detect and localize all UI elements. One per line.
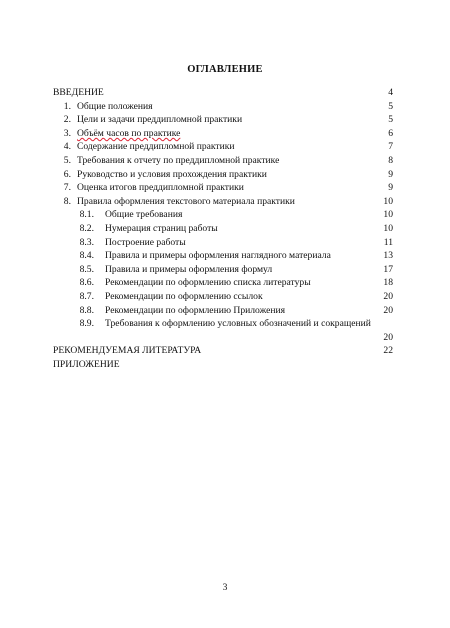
toc-entry-title: Общие положения	[77, 100, 153, 112]
toc-entry[interactable]	[53, 358, 393, 372]
toc-entry-title: Требования к отчету по преддипломной практике	[77, 154, 280, 166]
toc-entry-title: Содержание преддипломной практики	[77, 141, 235, 153]
toc-entry-number: 8.2.	[79, 222, 94, 234]
toc-entry-page: 10	[383, 195, 393, 207]
toc-entry-number: 7.	[63, 182, 71, 194]
toc-entry-title: Объём часов по практике	[77, 127, 181, 139]
toc-subentry[interactable]	[53, 276, 393, 290]
toc-entry-title: Цели и задачи преддипломной практики	[77, 114, 243, 126]
toc-entry-number: 5.	[63, 154, 71, 166]
toc-entry-title: Руководство и условия прохождения практики	[77, 168, 267, 180]
toc-entry-number: 3.	[63, 127, 71, 139]
toc-subentry[interactable]	[53, 317, 393, 344]
toc-subentry[interactable]	[53, 222, 393, 236]
toc-entry-title: РЕКОМЕНДУЕМАЯ ЛИТЕРАТУРА	[53, 345, 202, 357]
toc-entry-page: 5	[388, 114, 393, 126]
toc-entry-title: Рекомендации по оформлению Приложения	[105, 304, 286, 316]
toc-entry-page: 8	[388, 154, 393, 166]
toc-entry-title: ВВЕДЕНИЕ	[53, 87, 104, 98]
toc-entry-title: Построение работы	[105, 236, 186, 248]
toc-subentry[interactable]	[53, 263, 393, 277]
toc-entry-page: 10	[383, 222, 393, 234]
toc-entry-page: 20	[383, 331, 393, 343]
toc-subentry[interactable]	[53, 208, 393, 222]
toc-entry-number: 1.	[63, 100, 71, 112]
toc-entry-page: 9	[388, 182, 393, 194]
toc-entry[interactable]	[53, 113, 393, 127]
toc-entry-page: 9	[388, 168, 393, 180]
toc-entry-number: 8.9.	[79, 318, 94, 330]
toc-entry-page: 11	[383, 236, 393, 248]
toc-entry-title: Требования к оформлению условных обозначений и сокращений	[105, 318, 371, 330]
toc-entry-number: 8.8.	[79, 304, 94, 316]
toc-entry-title: Общие требования	[105, 209, 183, 221]
toc-entry-page: 22	[383, 345, 393, 357]
toc-entry-title: Правила и примеры оформления наглядного материала	[105, 250, 331, 262]
toc-entry[interactable]	[53, 154, 393, 168]
toc-entry-number: 8.3.	[79, 236, 94, 248]
toc-subentry[interactable]	[53, 236, 393, 250]
page-number: 3	[222, 582, 228, 593]
toc-entry-number: 2.	[63, 114, 71, 126]
toc-entry[interactable]	[53, 195, 393, 209]
toc-entry[interactable]	[53, 127, 393, 141]
toc-entry-title: Рекомендации по оформлению ссылок	[105, 290, 263, 302]
toc-subentry[interactable]	[53, 304, 393, 318]
toc-entry-page: 7	[388, 141, 393, 153]
toc-entry-page: 10	[383, 209, 393, 221]
toc-entry[interactable]	[53, 140, 393, 154]
table-of-contents	[53, 86, 393, 371]
toc-entry-title: Правила и примеры оформления формул	[105, 263, 273, 275]
toc-entry-number: 6.	[63, 168, 71, 180]
toc-entry-title: Рекомендации по оформлению списка литературы	[105, 277, 311, 289]
toc-entry-page: 6	[388, 127, 393, 139]
page-title: ОГЛАВЛЕНИЕ	[187, 64, 263, 75]
toc-entry[interactable]	[53, 344, 393, 358]
toc-subentry[interactable]	[53, 249, 393, 263]
toc-entry-page: 18	[383, 277, 393, 289]
toc-entry-title: Правила оформления текстового материала практики	[77, 195, 295, 207]
toc-entry-number: 4.	[63, 141, 71, 153]
toc-entry[interactable]	[53, 100, 393, 114]
toc-entry-title: Оценка итогов преддипломной практики	[77, 182, 244, 194]
toc-entry-number: 8.7.	[79, 290, 94, 302]
toc-entry-page: 5	[388, 100, 393, 112]
toc-entry-page: 20	[383, 304, 393, 316]
toc-entry-number: 8.6.	[79, 277, 94, 289]
toc-entry-page: 20	[383, 290, 393, 302]
toc-entry-title: ПРИЛОЖЕНИЕ	[53, 358, 120, 370]
toc-entry[interactable]	[53, 168, 393, 182]
toc-entry-page: 13	[383, 250, 393, 262]
toc-entry[interactable]	[53, 86, 393, 100]
toc-entry-page: 4	[388, 87, 393, 98]
toc-entry[interactable]	[53, 181, 393, 195]
toc-entry-title: Нумерация страниц работы	[105, 222, 218, 234]
toc-entry-page: 17	[383, 263, 393, 275]
toc-entry-number: 8.5.	[79, 263, 94, 275]
toc-entry-number: 8.4.	[79, 250, 94, 262]
toc-subentry[interactable]	[53, 290, 393, 304]
toc-entry-number: 8.	[63, 195, 71, 207]
toc-entry-number: 8.1.	[79, 209, 94, 221]
